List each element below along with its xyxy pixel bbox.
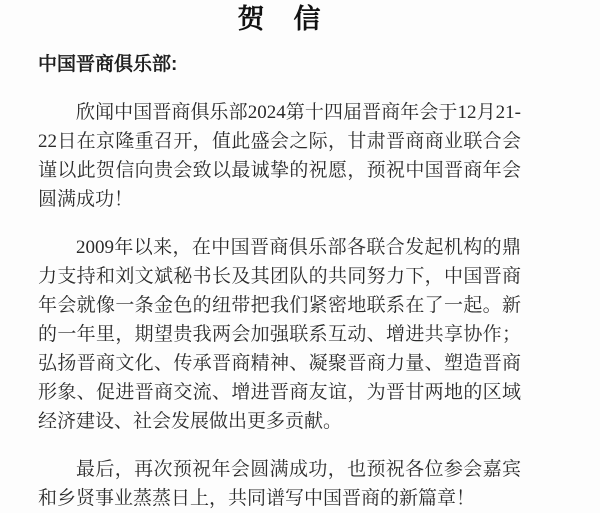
- letter-paragraph-1: 欣闻中国晋商俱乐部2024第十四届晋商年会于12月21-22日在京隆重召开，值此盛会之际，甘肃晋商商业联合会谨以此贺信向贵会致以最诚挚的祝愿，预祝中国晋商年会圆满成功！: [38, 102, 521, 210]
- letter-title: 贺 信: [237, 4, 322, 34]
- letter-salutation: 中国晋商俱乐部:: [38, 54, 178, 75]
- letter-paragraph-2: 2009年以来，在中国晋商俱乐部各联合发起机构的鼎力支持和刘文斌秘书长及其团队的共同努力下，中国晋商年会就像一条金色的纽带把我们紧密地联系在了一起。新的一年里，期望贵我两会加强联系互动、增进共享协作；弘扬晋商文化、传承晋商精神、凝聚晋商力量、塑造晋商形象、促进晋商交流、增进晋商友谊，为晋甘两地的区域经济建设、社会发展做出更多贡献。: [38, 237, 521, 432]
- letter-paragraph-3: 最后，再次预祝年会圆满成功，也预祝各位参会嘉宾和乡贤事业蒸蒸日上，共同谱写中国晋商的新篇章！: [38, 459, 521, 509]
